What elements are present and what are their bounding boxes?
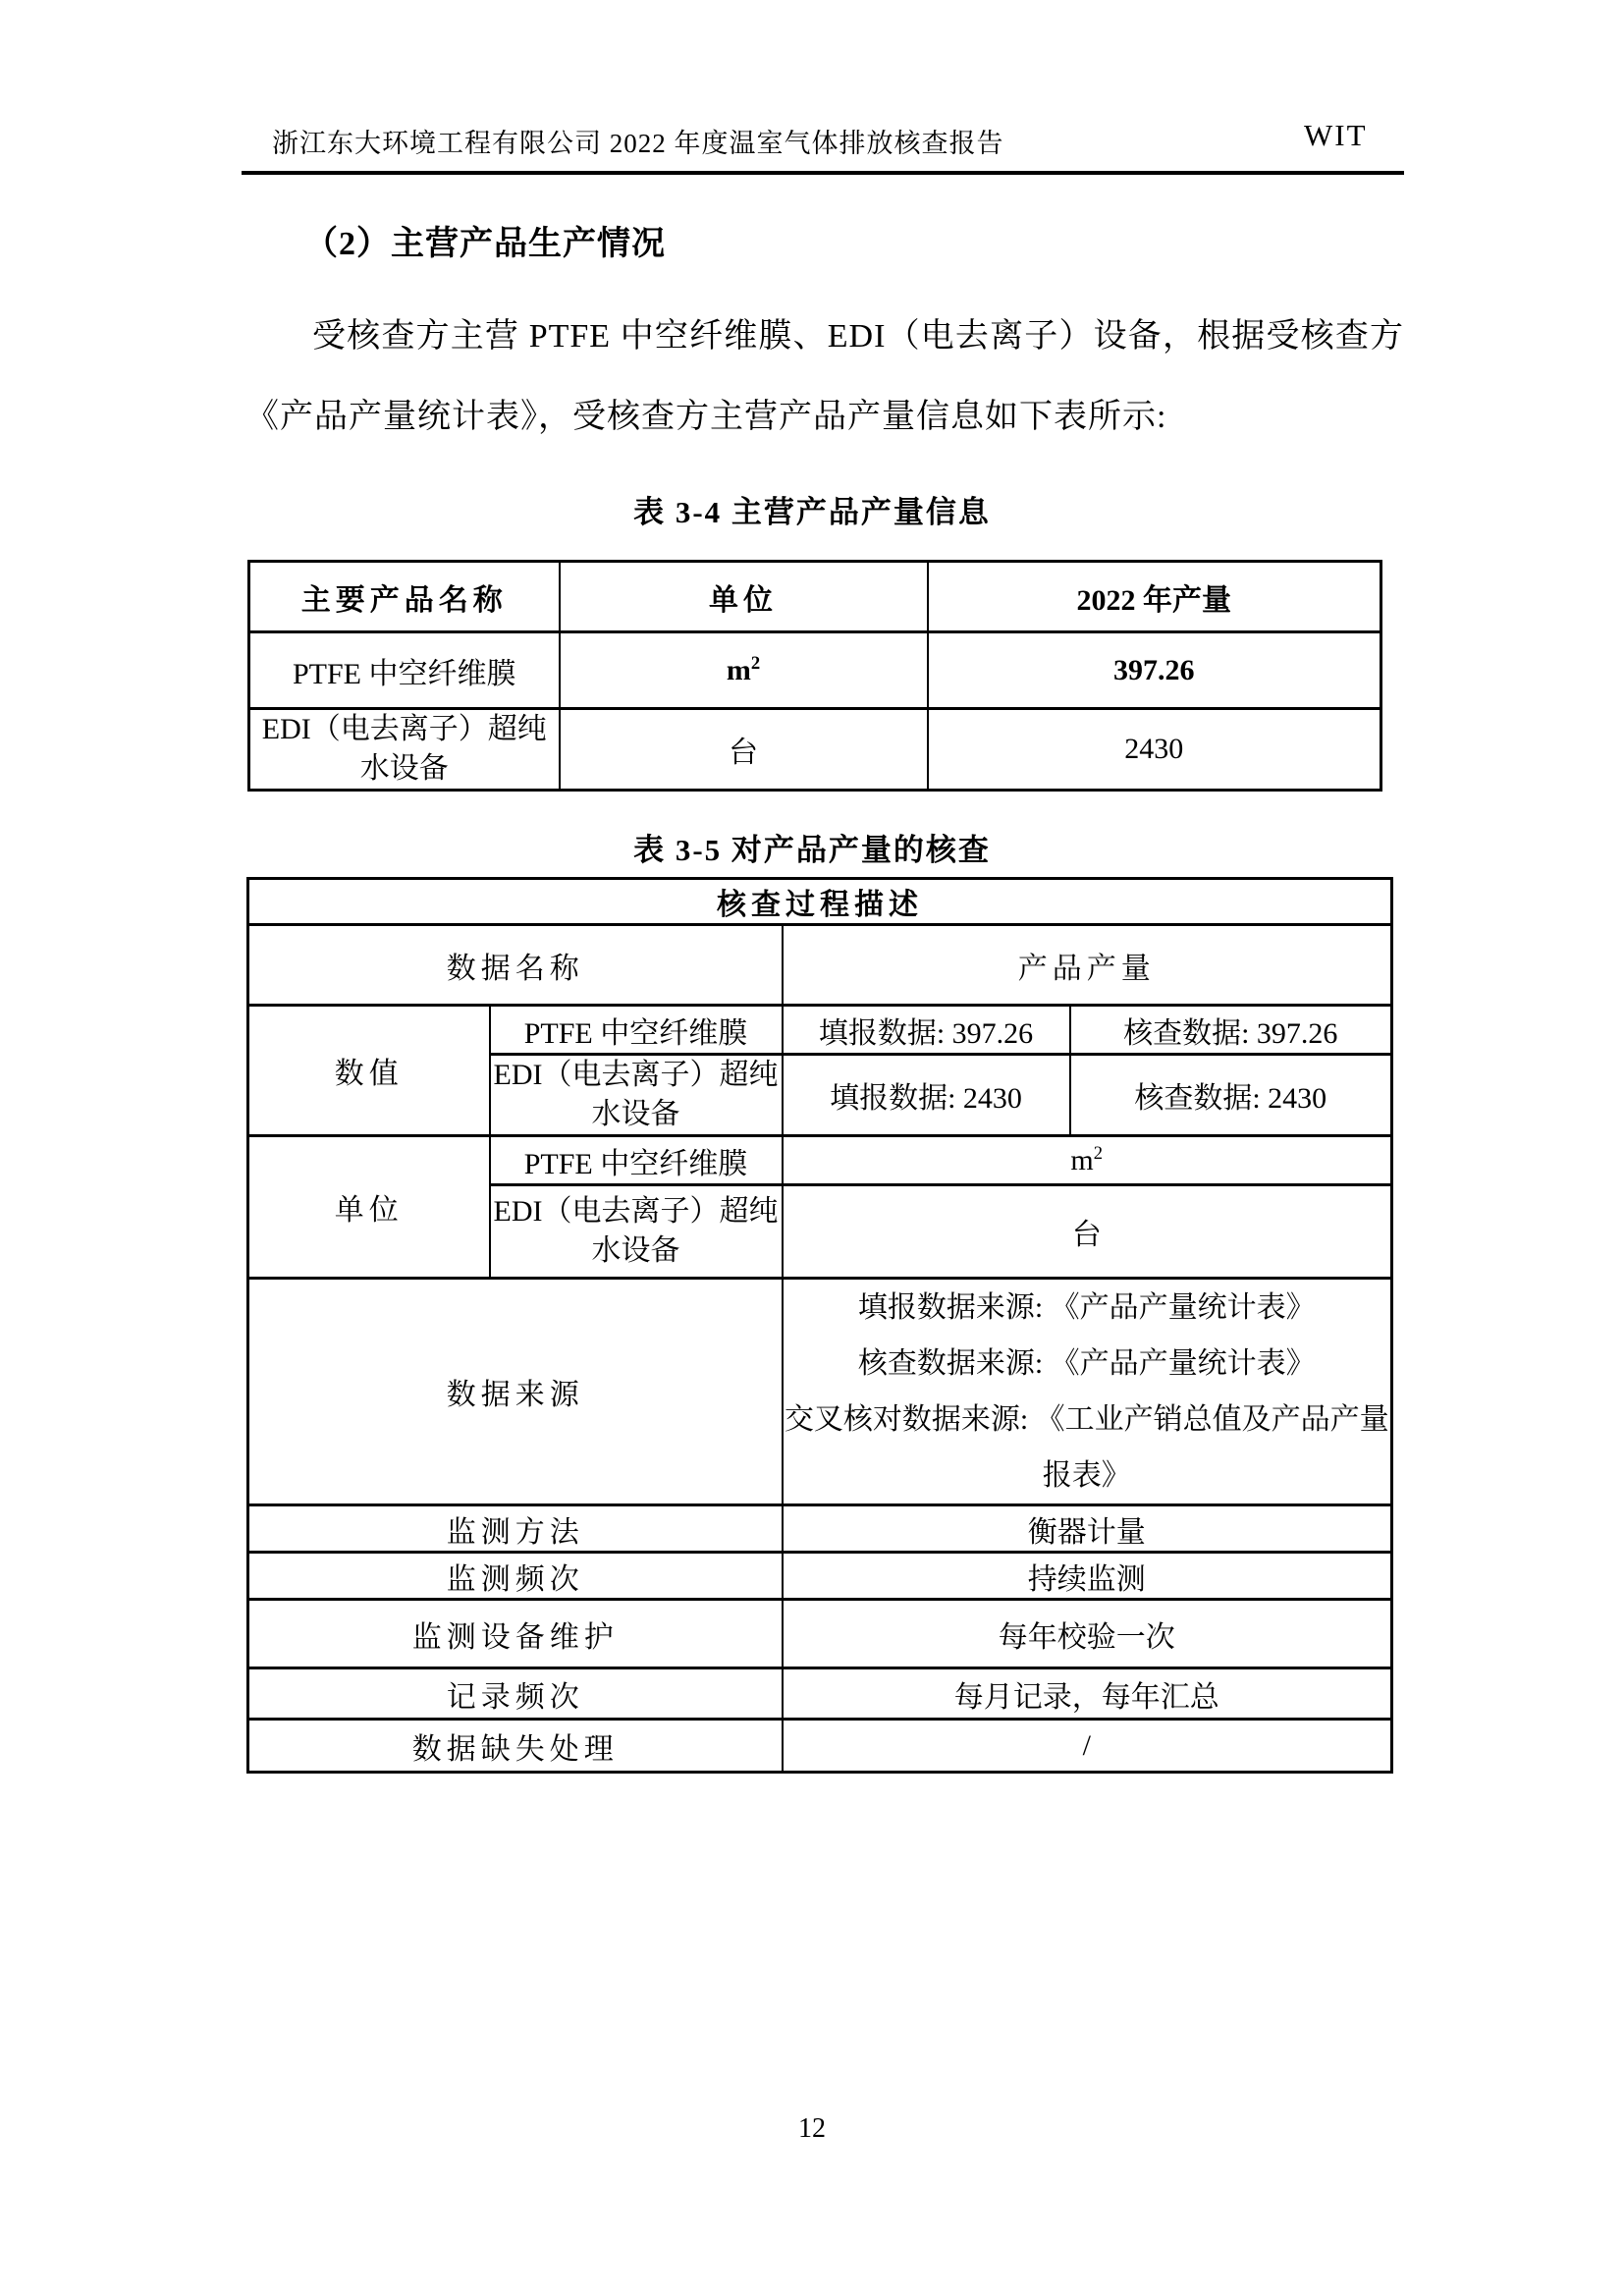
t35-meta-value: 持续监测 [783, 1553, 1392, 1600]
t35-reported-value: 填报数据: 2430 [783, 1055, 1070, 1136]
t34-header-product: 主要产品名称 [249, 562, 560, 632]
table-row [248, 1136, 1392, 1185]
t35-product: EDI（电去离子）超纯水设备 [490, 1055, 783, 1136]
t35-meta-label: 监测设备维护 [248, 1600, 783, 1668]
table-3-4 [247, 560, 1382, 792]
table-row [248, 1720, 1392, 1773]
source-line: 交叉核对数据来源: 《工业产销总值及产品产量报表》 [784, 1403, 1389, 1492]
table-row [248, 1553, 1392, 1600]
table-3-5-title: 表 3-5 对产品产量的核查 [633, 833, 991, 867]
table-row [248, 879, 1392, 925]
unit-sup: 2 [1093, 1143, 1104, 1164]
source-line: 填报数据来源: 《产品产量统计表》 [857, 1291, 1316, 1324]
t35-verified-value: 核查数据: 2430 [1070, 1055, 1392, 1136]
table-row [248, 1279, 1392, 1505]
t34-unit-value: 台 [560, 709, 928, 791]
table-row [248, 1600, 1392, 1668]
table-row [248, 1668, 1392, 1720]
unit-sup: 2 [750, 653, 761, 674]
t34-header-output: 2022 年产量 [928, 562, 1381, 632]
t35-unit-value [783, 1136, 1392, 1185]
t34-output-value: 2430 [928, 709, 1381, 791]
table-row [249, 709, 1381, 791]
t35-source-label: 数据来源 [248, 1279, 783, 1505]
t35-meta-label: 监测频次 [248, 1553, 783, 1600]
table-row [249, 562, 1381, 632]
table-3-4-title: 表 3-4 主营产品产量信息 [633, 495, 991, 529]
t34-product-name: EDI（电去离子）超纯水设备 [249, 709, 560, 791]
t35-meta-value: / [783, 1720, 1392, 1773]
source-line: 核查数据来源: 《产品产量统计表》 [857, 1347, 1316, 1380]
t35-data-name-value: 产品产量 [783, 925, 1392, 1006]
page-number: 12 [798, 2113, 826, 2144]
t35-data-name-label: 数据名称 [248, 925, 783, 1006]
t35-product: PTFE 中空纤维膜 [490, 1006, 783, 1055]
t34-product-name: PTFE 中空纤维膜 [249, 632, 560, 709]
t35-meta-label: 数据缺失处理 [248, 1720, 783, 1773]
header-rule [242, 171, 1404, 175]
t35-product: EDI（电去离子）超纯水设备 [490, 1185, 783, 1279]
section-heading: （2）主营产品生产情况 [304, 226, 666, 262]
t34-header-unit: 单位 [560, 562, 928, 632]
t35-product: PTFE 中空纤维膜 [490, 1136, 783, 1185]
header-right-mark: WIT [1304, 118, 1368, 152]
t35-verified-value: 核查数据: 397.26 [1070, 1006, 1392, 1055]
t35-meta-value: 衡器计量 [783, 1505, 1392, 1553]
t35-meta-value: 每月记录，每年汇总 [783, 1668, 1392, 1720]
table-3-5 [246, 877, 1393, 1774]
t35-unit-label: 单位 [248, 1136, 490, 1279]
t35-unit-value: 台 [783, 1185, 1392, 1279]
t35-numeric-label: 数值 [248, 1006, 490, 1136]
table-row [248, 925, 1392, 1006]
header-title: 浙江东大环境工程有限公司 2022 年度温室气体排放核查报告 [272, 129, 1004, 158]
unit-base: m [726, 654, 751, 686]
t34-output-value: 397.26 [928, 632, 1381, 709]
table-row [248, 1006, 1392, 1055]
t34-unit-value [560, 632, 928, 709]
t35-meta-value: 每年校验一次 [783, 1600, 1392, 1668]
t35-source-value [783, 1279, 1392, 1505]
t35-meta-label: 监测方法 [248, 1505, 783, 1553]
t35-reported-value: 填报数据: 397.26 [783, 1006, 1070, 1055]
t35-meta-label: 记录频次 [248, 1668, 783, 1720]
table-row [249, 632, 1381, 709]
t35-process-header: 核查过程描述 [248, 879, 1392, 925]
table-row [248, 1505, 1392, 1553]
unit-base: m [1070, 1144, 1094, 1176]
body-paragraph: 受核查方主营 PTFE 中空纤维膜、EDI（电去离子）设备，根据受核查方《产品产量统计表》，受核查方主营产品产量信息如下表所示: [245, 318, 1404, 435]
